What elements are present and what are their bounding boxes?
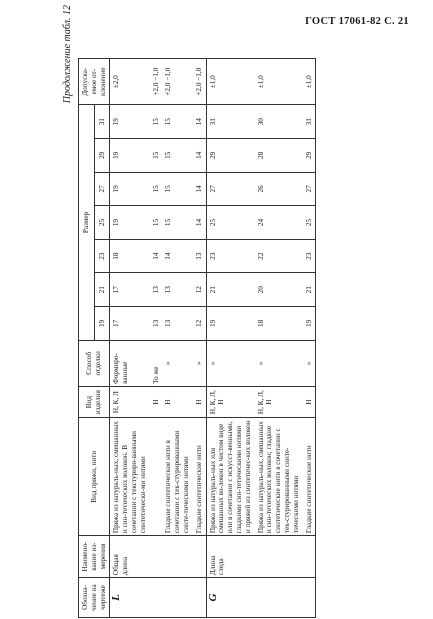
size-header: 31 [94, 105, 110, 139]
table-row [162, 59, 192, 618]
row-kind: Н, К, Л, Н [206, 386, 254, 418]
size-header: 23 [94, 239, 110, 273]
row-value: 17 [110, 273, 150, 307]
row-tolerance: ±1,0 [303, 59, 316, 105]
row-value: 29 [206, 139, 254, 173]
row-yarn: Гладкие синтетические нити [303, 418, 316, 536]
size-header: 25 [94, 206, 110, 240]
page-header: ГОСТ 17061-82 С. 21 [305, 16, 409, 27]
row-tolerance: +2,0 −1,0 [150, 59, 163, 105]
row-value: 13 [162, 307, 192, 341]
empty-cell [255, 578, 303, 618]
row-value: 14 [193, 206, 206, 240]
row-value: 15 [162, 172, 192, 206]
col-kind-header: Вид изделия [79, 386, 110, 418]
row-yarn: Пряжа из натураль-ных, смешанных и син-тетических волокон. В сочетании с текстуриро-ванными синтетически-ми нитями [110, 418, 150, 536]
empty-cell [303, 578, 316, 618]
table-row [255, 59, 303, 618]
row-method: » [206, 340, 254, 386]
empty-cell [162, 578, 192, 618]
size-header: 21 [94, 273, 110, 307]
row-value: 20 [255, 273, 303, 307]
row-method: » [193, 340, 206, 386]
row-value: 21 [303, 273, 316, 307]
row-value: 19 [206, 307, 254, 341]
row-yarn: Гладкие синтетические нити в сочетании с тек-стурированными синте-тическими нитями [162, 418, 192, 536]
row-kind: Н [150, 386, 163, 418]
empty-cell [162, 536, 192, 578]
row-value: 31 [206, 105, 254, 139]
row-value: 23 [206, 239, 254, 273]
row-value: 15 [150, 105, 163, 139]
row-measure-name: Общая длина [110, 536, 150, 578]
row-method: » [162, 340, 192, 386]
row-value: 30 [255, 105, 303, 139]
table-row [206, 59, 254, 618]
col-method-header: Способ отделки [79, 340, 110, 386]
empty-cell [150, 536, 163, 578]
row-value: 28 [255, 139, 303, 173]
row-value: 18 [110, 239, 150, 273]
empty-cell [193, 578, 206, 618]
size-header: 19 [94, 307, 110, 341]
row-value: 13 [193, 239, 206, 273]
row-value: 31 [303, 105, 316, 139]
row-symbol: L [110, 578, 150, 618]
row-method: Формиро-ванные [110, 340, 150, 386]
table-caption: Продолжение табл. 12 [62, 5, 73, 104]
row-method: То же [150, 340, 163, 386]
col-name-header: Наимено-вание из-мерения [79, 536, 110, 578]
row-value: 19 [303, 307, 316, 341]
row-method: » [303, 340, 316, 386]
col-symbol-header: Обозна-чение на чертеже [79, 578, 110, 618]
row-value: 12 [193, 307, 206, 341]
row-value: 19 [110, 105, 150, 139]
gost-table [78, 58, 316, 618]
row-value: 19 [110, 139, 150, 173]
row-value: 27 [303, 172, 316, 206]
row-value: 14 [150, 239, 163, 273]
row-value: 25 [303, 206, 316, 240]
row-tolerance: ±2,0 [110, 59, 150, 105]
table-row [110, 59, 150, 618]
row-value: 17 [110, 307, 150, 341]
table-row [193, 59, 206, 618]
row-value: 15 [162, 105, 192, 139]
row-yarn [150, 418, 163, 536]
row-kind: Н [162, 386, 192, 418]
row-value: 22 [255, 239, 303, 273]
table-row [150, 59, 163, 618]
empty-cell [150, 578, 163, 618]
row-value: 27 [206, 172, 254, 206]
row-value: 12 [193, 273, 206, 307]
row-value: 13 [162, 273, 192, 307]
col-tolerance-header: Допуска-емое от-клонение [79, 59, 110, 105]
row-value: 19 [110, 172, 150, 206]
empty-cell [303, 536, 316, 578]
row-value: 29 [303, 139, 316, 173]
row-value: 24 [255, 206, 303, 240]
col-size-group-header: Размер [79, 105, 95, 340]
row-value: 13 [150, 307, 163, 341]
row-value: 14 [193, 172, 206, 206]
size-header: 29 [94, 139, 110, 173]
row-value: 23 [303, 239, 316, 273]
row-value: 21 [206, 273, 254, 307]
row-value: 15 [162, 206, 192, 240]
col-yarn-header: Вид пряжи, нити [79, 418, 110, 536]
row-value: 15 [150, 139, 163, 173]
row-value: 18 [255, 307, 303, 341]
row-yarn: Пряжа из натураль-ных, смешанных и син-тетических волокон; гладкие синтетические нити в сочетании с тек-стурированными синте-тическими нитями [255, 418, 303, 536]
header-row-1 [79, 59, 95, 618]
row-kind: Н, К, Л, Н [255, 386, 303, 418]
row-value: 15 [150, 206, 163, 240]
row-tolerance: ±1,0 [255, 59, 303, 105]
row-symbol: G [206, 578, 254, 618]
row-yarn: Пряжа из натураль-ных или смешанных во-локон в чистом виде или в сочетании с искусст-венными, гладкими син-тетическими нитями и пряжей из синтетичес-ких волокон [206, 418, 254, 536]
empty-cell [193, 536, 206, 578]
empty-cell [255, 536, 303, 578]
row-value: 14 [162, 239, 192, 273]
row-measure-name: Длина следа [206, 536, 254, 578]
size-header: 27 [94, 172, 110, 206]
row-value: 14 [193, 105, 206, 139]
row-tolerance: +2,0 −1,0 [193, 59, 206, 105]
row-value: 26 [255, 172, 303, 206]
row-kind: Н [193, 386, 206, 418]
row-yarn: Гладкие синтетические нити [193, 418, 206, 536]
row-kind: Н [303, 386, 316, 418]
row-value: 15 [162, 139, 192, 173]
row-method: » [255, 340, 303, 386]
row-kind: Н, К, Л [110, 386, 150, 418]
row-tolerance: +2,0 −1,0 [162, 59, 192, 105]
table-row [303, 59, 316, 618]
rotated-table-area [62, 0, 414, 618]
row-value: 19 [110, 206, 150, 240]
row-value: 15 [150, 172, 163, 206]
row-value: 25 [206, 206, 254, 240]
row-tolerance: ±1,0 [206, 59, 254, 105]
row-value: 14 [193, 139, 206, 173]
row-value: 13 [150, 273, 163, 307]
